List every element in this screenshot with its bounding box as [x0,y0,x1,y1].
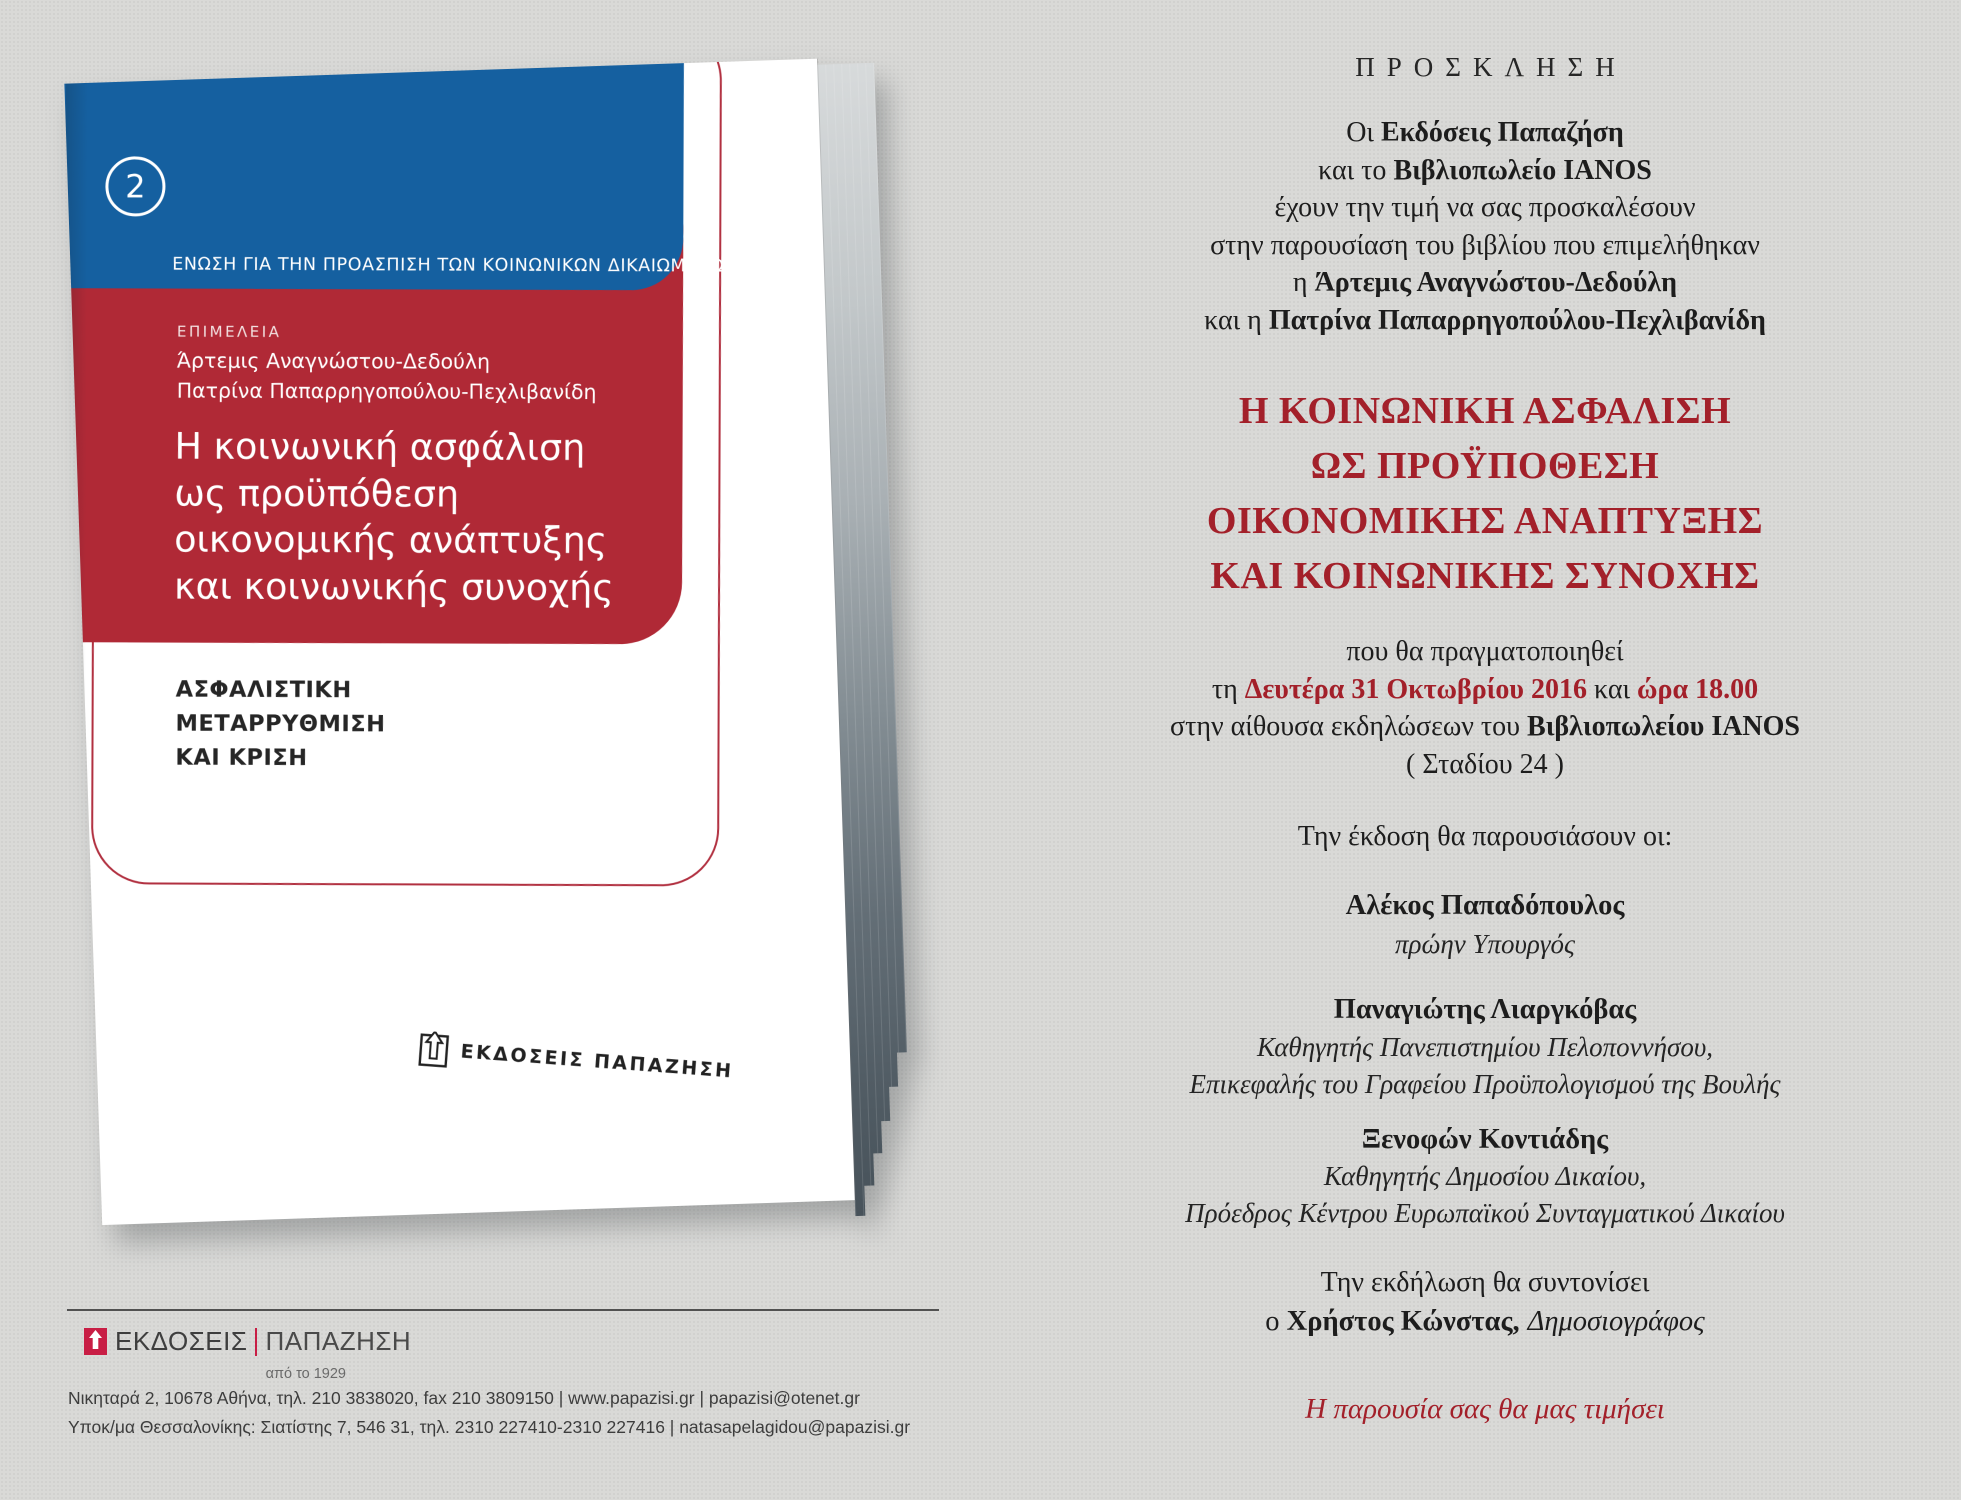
cover-title-line: Η κοινωνική ασφάλιση [174,424,586,470]
closing-line: Η παρουσία σας θα μας τιμήσει [1305,1393,1665,1425]
opening-text: και το [1318,154,1394,186]
opening-line: στην παρουσίαση του βιβλίου που επιμελήθηκαν [1210,229,1760,261]
book-front-cover [64,59,854,1225]
publisher-name: Εκδόσεις Παπαζήση [1380,117,1624,148]
series-number-badge: 2 [105,156,165,216]
presenter-name: Αλέκος Παπαδόπουλος [1345,890,1625,921]
presenter-name: Παναγιώτης Λιαργκόβας [1333,994,1637,1025]
moderator-text: ο [1265,1306,1287,1337]
presenter-role: Επικεφαλής του Γραφείου Προϋπολογισμού της Βουλής [1189,1069,1781,1099]
event-details [1005,633,1961,783]
presenters-intro: Την έκδοση θα παρουσιάσουν οι: [1297,821,1673,852]
logo-word-ekdoseis: ΕΚΔΟΣΕΙΣ [115,1326,248,1356]
cover-editor-2: Πατρίνα Παπαρρηγοπούλου-Πεχλιβανίδη [176,378,597,404]
event-text: τη [1211,673,1245,705]
opening-line [1005,152,1961,190]
presenter-role: Καθηγητής Πανεπιστημίου Πελοποννήσου, [1257,1032,1713,1062]
event-date-line [1005,671,1961,709]
book-spine-shadow [64,82,87,1224]
opening-line [1005,264,1961,302]
opening-text: Οι [1346,117,1381,148]
address-line-1: Νικηταρά 2, 10678 Αθήνα, τηλ. 210 3838020, fax 210 3809150 | www.papazisi.gr | papazisi@otenet.gr [68,1388,860,1408]
event-text: στην αίθουσα εκδηλώσεων του [1169,711,1528,742]
moderator-name: Χρήστος Κώνστας, [1286,1306,1520,1337]
editor-name: Άρτεμις Αναγνώστου-Δεδούλη [1314,267,1678,298]
event-line: που θα πραγματοποιηθεί [1346,636,1624,667]
cover-subtitle-line: ΑΣΦΑΛΙΣΤΙΚΗ [175,676,352,704]
address-line-2: Υποκ/μα Θεσσαλονίκης: Σιατίστης 7, 546 31, τηλ. 2310 227410-2310 227416 | natasapelagidou@papazisi.gr [68,1417,911,1437]
moderator-role: Δημοσιογράφος [1527,1306,1705,1337]
logo-word-papazisi: ΠΑΠΑΖΗΣΗ [265,1326,412,1356]
book-title-red [1005,384,1961,604]
moderator-line [1005,1302,1961,1342]
event-text: και [1586,673,1638,705]
footer-divider [67,1309,939,1311]
book-title-line: Η ΚΟΙΝΩΝΙΚΗ ΑΣΦΑΛΙΣΗ [1238,390,1732,432]
cover-subtitle [175,673,385,776]
event-date: Δευτέρα 31 Οκτωβρίου 2016 [1244,673,1587,705]
presenter-role: Καθηγητής Δημοσίου Δικαίου, [1323,1161,1647,1191]
association-line: ΕΝΩΣΗ ΓΙΑ ΤΗΝ ΠΡΟΑΣΠΙΣΗ ΤΩΝ ΚΟΙΝΩΝΙΚΩΝ ΔΙΚΑΙΩΜΑΤΩΝ [172,254,738,277]
bookstore-name: Βιβλιοπωλείο IANOS [1393,154,1652,186]
cover-subtitle-line: ΚΑΙ ΚΡΙΣΗ [175,744,308,772]
cover-artwork [64,82,818,1225]
cover-publisher-text: ΕΚΔΟΣΕΙΣ ΠΑΠΑΖΗΣΗ [459,1040,735,1083]
logo-red-bar [255,1328,257,1356]
opening-text: και η [1204,304,1269,336]
event-time: ώρα 18.00 [1637,673,1759,705]
cover-title [174,424,614,612]
cover-title-line: οικονομικής ανάπτυξης [174,517,608,563]
invitation-text-column [1005,0,1961,1500]
moderator-intro: Την εκδήλωση θα συντονίσει [1320,1267,1650,1298]
invitation-opening [1005,114,1961,339]
opening-text: η [1292,267,1315,298]
cover-subtitle-line: ΜΕΤΑΡΡΥΘΜΙΣΗ [175,710,386,738]
cover-publisher-mark [418,1030,735,1089]
book-title-line: ΟΙΚΟΝΟΜΙΚΗΣ ΑΝΑΠΤΥΞΗΣ [1206,500,1764,542]
event-venue-line [1005,708,1961,746]
curation-label: ΕΠΙΜΕΛΕΙΑ [176,322,282,341]
cover-editors [177,347,597,407]
cover-editor-1: Άρτεμις Αναγνώστου-Δεδούλη [176,348,491,374]
papazisi-logo-mark [84,1328,107,1355]
presenter-name: Ξενοφών Κοντιάδης [1361,1124,1609,1155]
presenter-role: Πρόεδρος Κέντρου Ευρωπαϊκού Συνταγματικού Δικαίου [1185,1198,1785,1228]
papazisi-arrow-icon [418,1030,451,1068]
opening-line [1005,114,1961,152]
event-address-line: ( Σταδίου 24 ) [1406,748,1564,780]
book-cover-3d [64,57,912,1243]
venue-name: Βιβλιοπωλείου IANOS [1527,711,1801,742]
opening-line: έχουν την τιμή να σας προσκαλέσουν [1274,192,1696,223]
cover-title-line: ως προϋπόθεση [174,471,460,516]
book-title-line: ΚΑΙ ΚΟΙΝΩΝΙΚΗΣ ΣΥΝΟΧΗΣ [1210,555,1760,597]
book-title-line: ΩΣ ΠΡΟΫΠΟΘΕΣΗ [1310,445,1660,487]
opening-line [1005,302,1961,340]
presenter-role: πρώην Υπουργός [1395,929,1575,959]
editor-name: Πατρίνα Παπαρρηγοπούλου-Πεχλιβανίδη [1268,304,1766,336]
papazisi-logo [84,1326,411,1357]
cover-title-line: και κοινωνικής συνοχής [173,564,614,609]
invitation-heading: ΠΡΟΣΚΛΗΣΗ [1355,52,1627,82]
logo-since: από το 1929 [265,1366,346,1382]
arrow-up-icon [88,1330,103,1354]
